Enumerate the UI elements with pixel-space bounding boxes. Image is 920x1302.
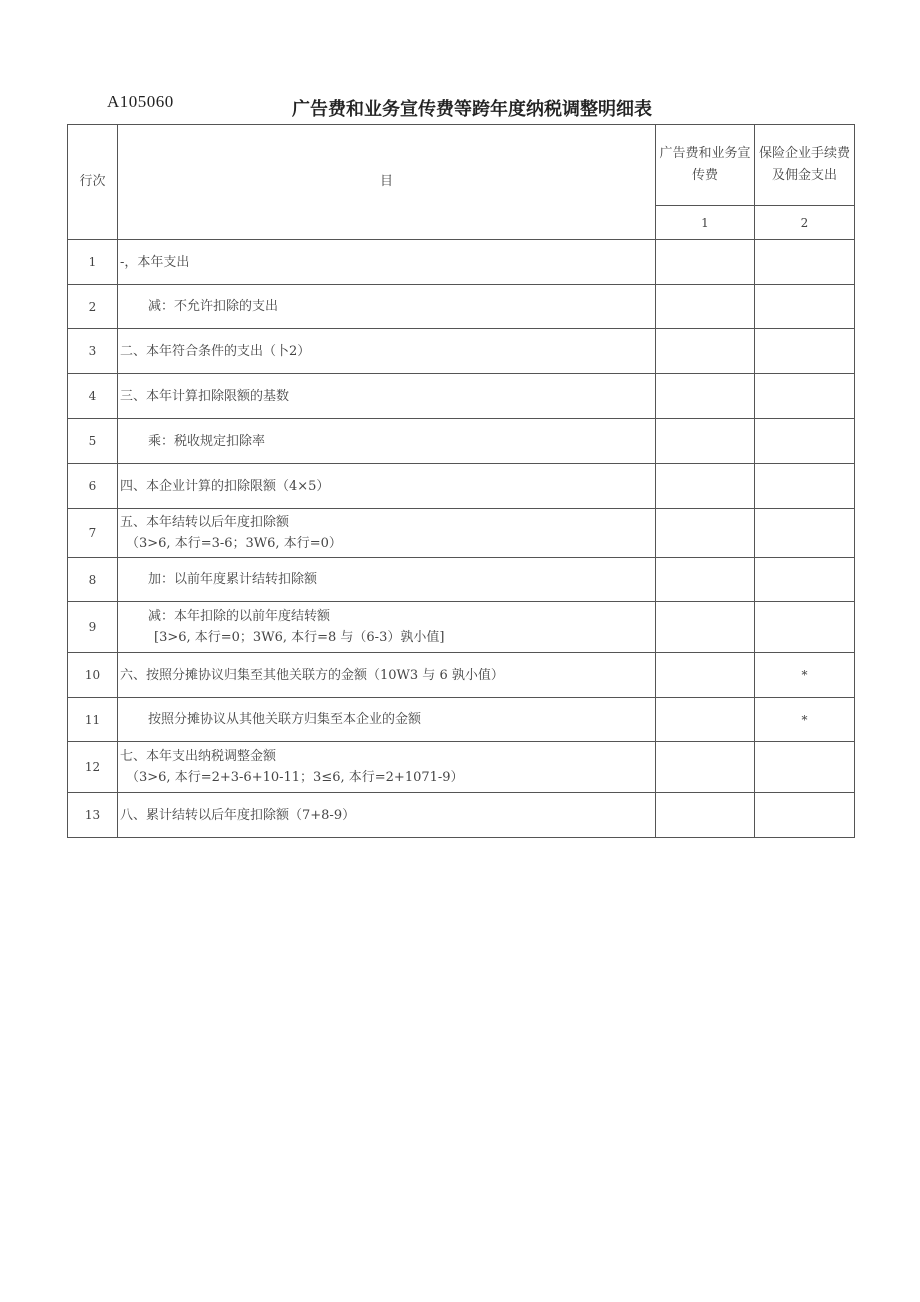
value-cell-c1[interactable]: [656, 419, 755, 464]
row-number: 10: [68, 653, 118, 698]
table-row: [68, 374, 855, 419]
detail-table: [67, 124, 855, 838]
value-cell-c2[interactable]: [755, 602, 855, 653]
value-cell-c2[interactable]: [755, 509, 855, 558]
row-number: 13: [68, 793, 118, 838]
value-cell-c1[interactable]: [656, 329, 755, 374]
table-row: [68, 419, 855, 464]
row-item: [118, 240, 656, 285]
table-row: [68, 558, 855, 602]
table-row: [68, 509, 855, 558]
form-title: 广告费和业务宣传费等跨年度纳税调整明细表: [292, 99, 652, 120]
table-row: [68, 329, 855, 374]
table-row: [68, 653, 855, 698]
value-cell-c2[interactable]: *: [755, 698, 855, 742]
header-col2: 保险企业手续费及佣金支出: [755, 125, 855, 206]
table-row: [68, 793, 855, 838]
value-cell-c2[interactable]: [755, 558, 855, 602]
value-cell-c1[interactable]: [656, 374, 755, 419]
header-col2-no: 2: [755, 206, 855, 240]
row-number: 3: [68, 329, 118, 374]
row-item-text: 八、累计结转以后年度扣除额（7+8-9）: [120, 807, 356, 823]
value-cell-c1[interactable]: [656, 558, 755, 602]
row-item-text: 加：以前年度累计结转扣除额: [148, 572, 318, 587]
row-item-text: 三、本年计算扣除限额的基数: [120, 388, 290, 404]
row-item-formula: [3>6, 本行=0；3W6, 本行=8 与（6-3）孰小值]: [154, 630, 445, 645]
row-item: [118, 793, 656, 838]
table-row: [68, 285, 855, 329]
row-number: 11: [68, 698, 118, 742]
value-cell-c1[interactable]: [656, 653, 755, 698]
row-number: 9: [68, 602, 118, 653]
value-cell-c2[interactable]: [755, 419, 855, 464]
table-row: [68, 698, 855, 742]
header-col1-no: 1: [656, 206, 755, 240]
row-item-text: 七、本年支出纳税调整金额: [120, 749, 277, 764]
value-cell-c1[interactable]: [656, 602, 755, 653]
row-item: [118, 419, 656, 464]
row-item-text: 五、本年结转以后年度扣除额: [120, 515, 290, 530]
header-row-no: 行次: [68, 125, 118, 240]
row-item: [118, 509, 656, 558]
row-item-formula: （3>6, 本行=2+3-6+10-11；3≤6, 本行=2+1071-9）: [126, 770, 464, 785]
value-cell-c1[interactable]: [656, 285, 755, 329]
row-number: 8: [68, 558, 118, 602]
row-number: 7: [68, 509, 118, 558]
row-item: [118, 698, 656, 742]
row-item-text: 二、本年符合条件的支出（卜2）: [120, 343, 311, 359]
value-cell-c1[interactable]: [656, 240, 755, 285]
row-item-formula: （3>6, 本行=3-6；3W6, 本行=0）: [126, 536, 342, 551]
row-number: 4: [68, 374, 118, 419]
value-cell-c2[interactable]: [755, 285, 855, 329]
table-row: [68, 464, 855, 509]
header-col1: 广告费和业务宣传费: [656, 125, 755, 206]
row-item-text: 减：不允许扣除的支出: [148, 299, 279, 314]
value-cell-c1[interactable]: [656, 793, 755, 838]
value-cell-c2[interactable]: *: [755, 653, 855, 698]
row-item-text: -，本年支出: [120, 254, 190, 270]
row-item-text: 六、按照分摊协议归集至其他关联方的金额（10W3 与 6 孰小值）: [120, 667, 504, 683]
row-number: 6: [68, 464, 118, 509]
row-item: [118, 742, 656, 793]
row-item: [118, 329, 656, 374]
value-cell-c1[interactable]: [656, 509, 755, 558]
row-item: [118, 558, 656, 602]
row-number: 5: [68, 419, 118, 464]
table-row: [68, 602, 855, 653]
row-item: [118, 464, 656, 509]
value-cell-c2[interactable]: [755, 329, 855, 374]
row-item-text: 按照分摊协议从其他关联方归集至本企业的金额: [148, 712, 422, 727]
row-item: [118, 285, 656, 329]
value-cell-c2[interactable]: [755, 793, 855, 838]
value-cell-c2[interactable]: [755, 742, 855, 793]
table-row: [68, 240, 855, 285]
value-cell-c2[interactable]: [755, 240, 855, 285]
row-item-text: 乘：税收规定扣除率: [148, 433, 266, 449]
row-number: 12: [68, 742, 118, 793]
header-item: 目: [118, 125, 656, 240]
value-cell-c1[interactable]: [656, 742, 755, 793]
row-item: [118, 653, 656, 698]
form-code: A105060: [107, 92, 174, 111]
row-item: [118, 374, 656, 419]
row-item-text: 减：本年扣除的以前年度结转额: [148, 609, 331, 624]
value-cell-c2[interactable]: [755, 464, 855, 509]
value-cell-c1[interactable]: [656, 698, 755, 742]
value-cell-c1[interactable]: [656, 464, 755, 509]
row-item: [118, 602, 656, 653]
value-cell-c2[interactable]: [755, 374, 855, 419]
row-number: 1: [68, 240, 118, 285]
row-number: 2: [68, 285, 118, 329]
row-item-text: 四、本企业计算的扣除限额（4×5）: [120, 478, 330, 494]
table-row: [68, 742, 855, 793]
